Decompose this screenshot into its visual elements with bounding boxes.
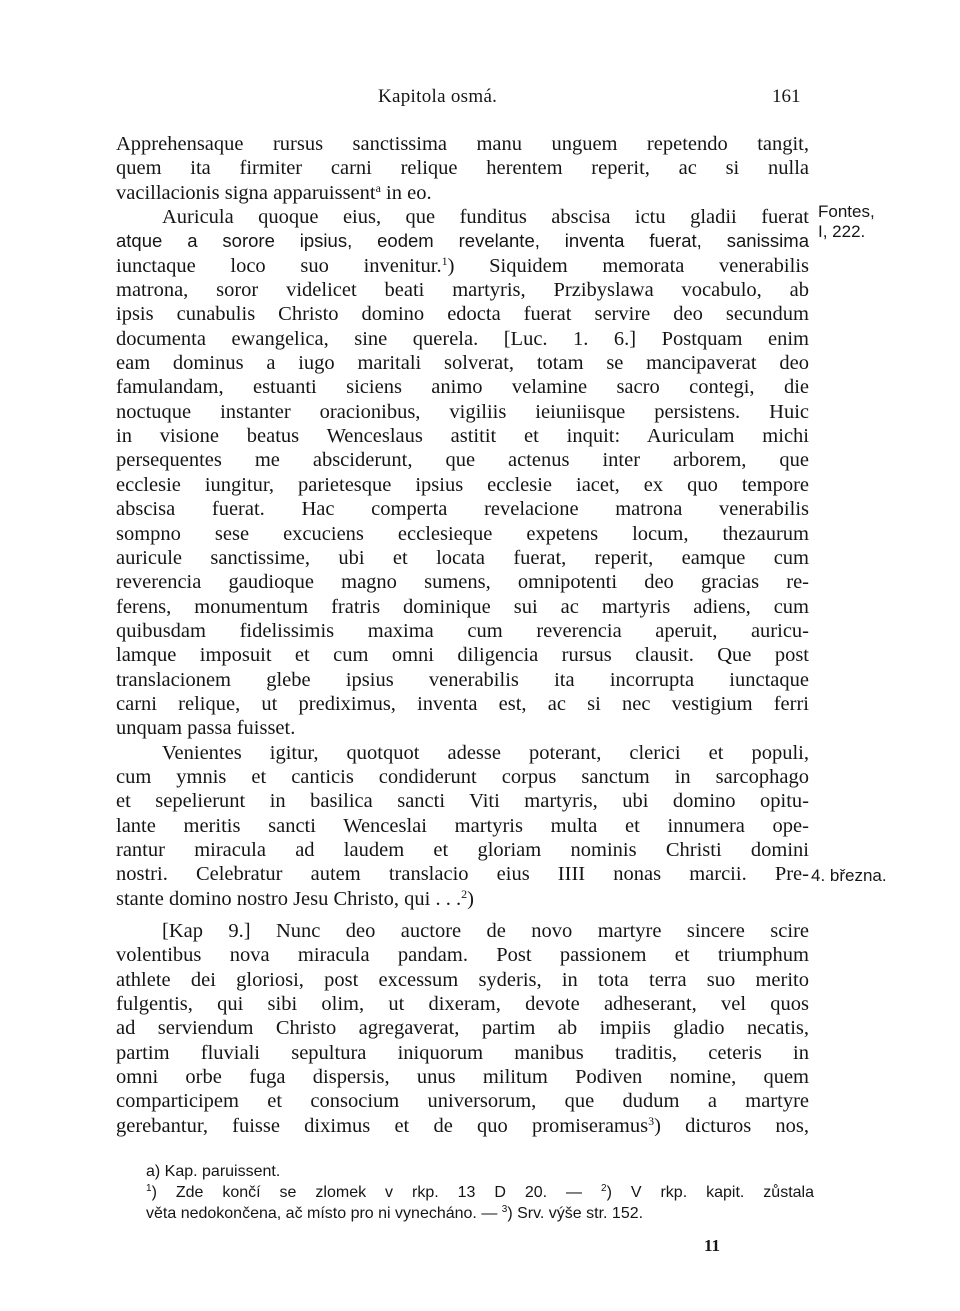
text-line: lante meritis sancti Wenceslai martyris multa et innumera ope- xyxy=(116,814,809,837)
text-line: vacillacionis signa apparuissent$^a$ in eo. xyxy=(116,180,432,204)
footnote-2-3: věta nedokončena, ač místo pro ni vynecháno. — $^3$) Srv. výše str. 152. xyxy=(146,1204,644,1222)
text-line: ad serviendum Christo agregaverat, partim ab impiis gladio necatis, xyxy=(116,1017,809,1040)
text-line: partim fluviali sepultura iniquorum manibus traditis, ceteris in xyxy=(116,1041,809,1064)
footnote-a: a) Kap. paruissent. xyxy=(146,1163,281,1180)
text-line: matrona, soror videlicet beati martyris, Przibyslawa vocabulo, ab xyxy=(116,279,809,302)
text-line: rantur miracula ad laudem et gloriam nominis Christi domini xyxy=(116,838,809,861)
text-line: atque a sorore ipsius, eodem revelante, inventa fuerat, sanissima xyxy=(116,230,809,252)
printer-signature-mark: 11 xyxy=(704,1236,721,1255)
text-line: et sepelierunt in basilica sancti Viti martyris, ubi domino opitu- xyxy=(116,790,809,813)
text-line: comparticipem et consocium universorum, que dudum a martyre xyxy=(116,1090,809,1113)
footnotes xyxy=(146,1161,814,1224)
text-line: ipsis cunabulis Christo domino edocta fuerat servire deo secundum xyxy=(116,303,809,326)
text-line: Apprehensaque rursus sanctissima manu unguem repetendo tangit, xyxy=(116,133,809,155)
text-line: stante domino nostro Jesu Christo, qui . . .$^2$) xyxy=(116,886,474,910)
text-line: fulgentis, qui sibi olim, ut dixeram, devote adheserant, vel quos xyxy=(116,993,809,1016)
text-line: abscisa fuerat. Hac comperta revelacione matrona venerabilis xyxy=(116,498,809,521)
text-line: quem ita firmiter carni relique herentem reperit, ac si nulla xyxy=(116,157,809,180)
text-line: noctuque instanter oracionibus, vigiliis ieiuniisque persistens. Huic xyxy=(116,400,809,423)
footnote-ref-1: 1 xyxy=(441,253,448,268)
text-line: [Kap 9.] Nunc deo auctore de novo martyre sincere scire xyxy=(162,920,809,942)
text-line: volentibus nova miracula pandam. Post passionem et triumphum xyxy=(116,944,809,967)
text-line: sompno sese excuciens ecclesieque expetens locum, thezaurum xyxy=(116,522,809,545)
text-line: documenta ewangelica, sine querela. [Luc. 1. 6.] Postquam enim xyxy=(116,327,809,350)
text-line: iunctaque loco suo invenitur.$^1$) Siquidem memorata venerabilis xyxy=(116,253,809,277)
text-line: gerebantur, fuisse diximus et de quo promiseramus$^3$) dicturos nos, xyxy=(116,1113,809,1137)
text-line: Auricula quoque eius, que funditus abscisa ictu gladii fuerat xyxy=(162,206,809,229)
page-number: 161 xyxy=(772,86,801,107)
text-line: ferens, monumentum fratris dominique sui ac martyris adiens, cum xyxy=(116,595,809,618)
text-line: quibusdam fidelissimis maxima cum reverencia aperuit, auricu- xyxy=(116,619,809,642)
footnote-ref-2: 2 xyxy=(461,886,468,901)
text-line: reverencia gaudioque magno sumens, omnipotenti deo gracias re- xyxy=(116,571,809,594)
text-line: omni orbe fuga dispersis, unus militum Podiven nomine, quem xyxy=(116,1066,809,1089)
text-line: famulandam, estuanti siciens animo velamine sacro contegi, die xyxy=(116,376,809,399)
running-header-title: Kapitola osmá. xyxy=(378,86,498,107)
text-line: unquam passa fuisset. xyxy=(116,717,296,740)
margin-note-line: I, 222. xyxy=(818,222,866,241)
footnote-1-2: $^1$) Zde končí se zlomek v rkp. 13 D 20. — $^2$) V rkp. kapit. zůstala xyxy=(146,1183,814,1201)
text-line: persequentes me absciderunt, que actenus inter arborem, que xyxy=(116,449,809,472)
text-line: nostri. Celebratur autem translacio eius IIII nonas marcii. Pre- xyxy=(116,863,809,886)
margin-note-fontes xyxy=(818,202,875,242)
margin-note-date: 4. března. xyxy=(811,866,887,885)
text-line: cum ymnis et canticis condiderunt corpus sanctum in sarcophago xyxy=(116,765,809,788)
footnote-ref-3: 3 xyxy=(648,1113,655,1128)
text-line: in visione beatus Wenceslaus astitit et inquit: Auriculam michi xyxy=(116,425,809,448)
margin-note-line: Fontes, xyxy=(818,202,875,221)
footnote-ref-a: a xyxy=(375,180,381,195)
text-line: Venientes igitur, quotquot adesse poterant, clerici et populi, xyxy=(162,741,809,764)
main-text xyxy=(116,132,809,1138)
text-line: carni relique, ut prediximus, inventa est, ac si nec vestigium ferri xyxy=(116,692,809,715)
text-line: auricule sanctissime, ubi et locata fuerat, reperit, eamque cum xyxy=(116,546,809,569)
text-line: eam dominus a iugo maritali solverat, totam se mancipaverat deo xyxy=(116,352,809,375)
text-line: ecclesie iungitur, parietesque ipsius ecclesie iacet, ex quo tempore xyxy=(116,473,809,496)
text-line: athlete dei gloriosi, post excessum syderis, in tota terra suo merito xyxy=(116,968,809,991)
text-line: lamque imposuit et cum omni diligencia rursus clausit. Que post xyxy=(116,644,809,667)
text-line: translacionem glebe ipsius venerabilis ita incorrupta iunctaque xyxy=(116,668,809,691)
